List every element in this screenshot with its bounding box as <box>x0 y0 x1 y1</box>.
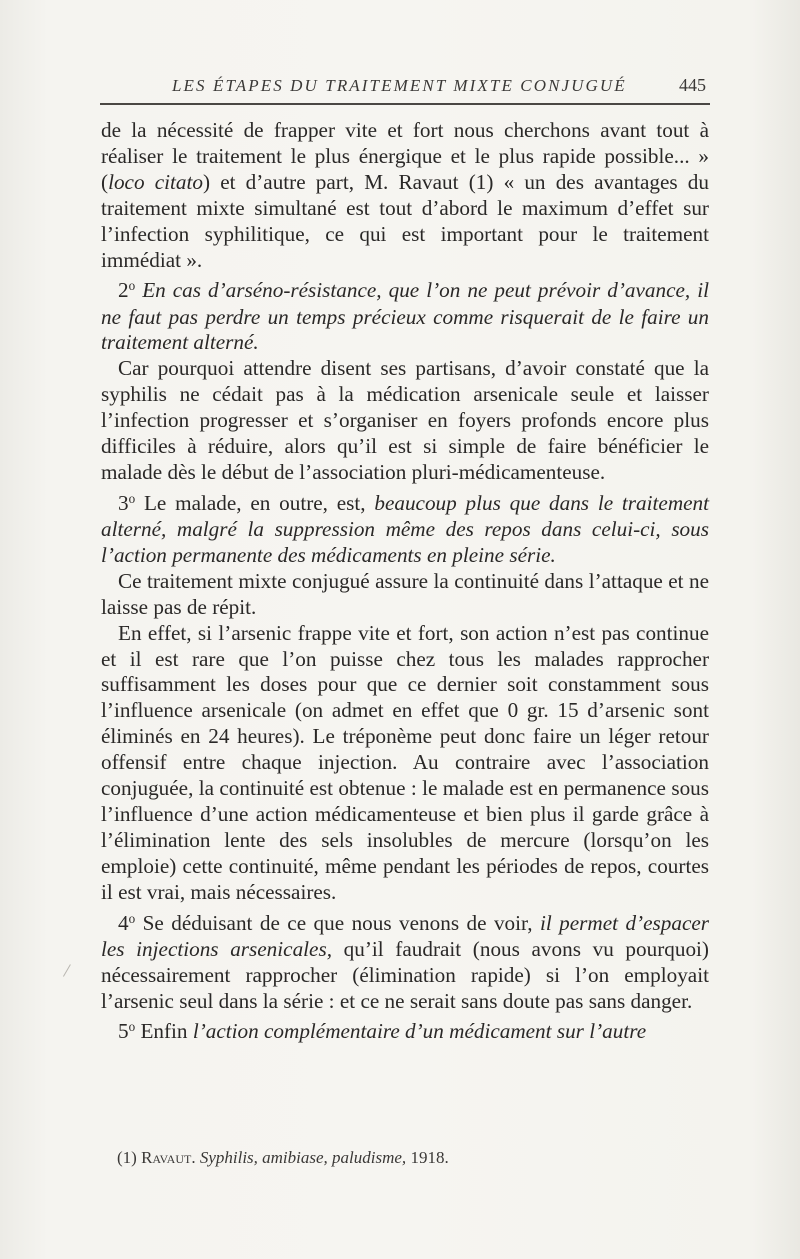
p4-text-a: Le malade, en outre, est, <box>143 491 375 516</box>
footnote-marker: (1) <box>117 1148 142 1167</box>
p8-ordinal: o <box>128 1019 136 1035</box>
paragraph-6: En effet, si l’arsenic frappe vite et fort, son action n’est pas continue et il est rare que l’on puisse chez tous les malades rapprocher suffisamment les doses pour que ce dernier soit constamment sous l’influence arsenicale (on admet en effet que 0 gr. 15 d’arsenic sont éliminés en 24 heures). Le tréponème peut donc faire un léger retour offensif entre chaque injection. Au contraire avec l’association conjuguée, la continuité est obtenue : le malade est en permanence sous l’influence d’une action médicamenteuse et bien plus il garde grâce à l’élimination lente des sels insolubles de mercure (lorsqu’on les emploie) cette continuité, même pendant les périodes de repos, courtes il est vrai, mais nécessaires. <box>101 620 709 904</box>
p4-ordinal: o <box>128 490 136 506</box>
page-header <box>100 70 712 104</box>
p2-italic: En cas d’arséno-résistance, que l’on ne peut prévoir d’avance, il ne faut pas perdre un temps précieux comme risquerait de le faire un traitement alterné. <box>101 278 710 355</box>
paragraph-5: Ce traitement mixte conjugué assure la continuité dans l’attaque et ne laisse pas de répit. <box>101 568 709 619</box>
paragraph-3: Car pourquoi attendre disent ses partisans, d’avoir constaté que la syphilis ne cédait pas à la médication arsenicale seule et laisser l’infection progresser et s’organiser en foyers profonds encore plus difficiles à réduire, alors qu’il est si simple de faire bénéficier le malade dès le début de l’association pluri-médicamenteuse. <box>101 356 709 484</box>
p8-text-a: Enfin <box>135 1019 193 1044</box>
p7-text-a: Se déduisant de ce que nous venons de voir, <box>135 910 540 935</box>
paragraph-2 <box>101 273 709 356</box>
paragraph-1 <box>101 118 709 273</box>
p4-number: 3 <box>118 491 129 516</box>
footnote-year: 1918. <box>406 1148 449 1167</box>
p2-ordinal: o <box>128 278 136 294</box>
p4-italic: beaucoup plus que dans le traitement alterné, malgré la suppression même des repos dans celui-ci, sous l’action permanente des médicaments en pleine série. <box>101 491 710 567</box>
running-title: LES ÉTAPES DU TRAITEMENT MIXTE CONJUGUÉ <box>172 76 627 95</box>
paragraph-7 <box>101 906 709 1015</box>
page-number: 445 <box>679 75 706 95</box>
p8-italic: l’action complémentaire d’un médicament sur l’autre <box>192 1019 647 1044</box>
p7-ordinal: o <box>128 910 136 926</box>
p7-text-c: qu’il faudrait (nous avons vu pourquoi) nécessairement rapprocher (élimination rapide) si l’on employait l’arsenic seul dans la série : et ce ne serait sans doute pas sans danger. <box>101 936 709 1013</box>
footnote <box>117 1147 707 1169</box>
margin-mark <box>63 964 76 980</box>
p7-italic: il permet d’espacer les injections arsenicales, <box>101 910 709 961</box>
body-text <box>101 118 709 1046</box>
p1-text-a: de la nécessité de frapper vite et fort nous cherchons avant tout à réaliser le traitement le plus énergique et le plus rapide possible... » ( <box>101 118 709 194</box>
p1-citation: loco citato <box>108 169 203 194</box>
footnote-author: Ravaut. <box>141 1148 196 1167</box>
p1-text-c: ) et d’autre part, M. Ravaut (1) « un des avantages du traitement mixte simultané est tout d’abord le maximum d’effet sur l’infection syphilitique, ce qui est important pour le traitement immédiat ». <box>101 169 709 272</box>
header-rule <box>100 103 710 105</box>
p2-number: 2 <box>118 278 129 303</box>
paragraph-4 <box>101 486 709 569</box>
footnote-title: Syphilis, amibiase, paludisme, <box>199 1148 407 1167</box>
p7-number: 4 <box>118 910 129 935</box>
p8-number: 5 <box>118 1019 129 1044</box>
paragraph-8 <box>101 1014 709 1045</box>
